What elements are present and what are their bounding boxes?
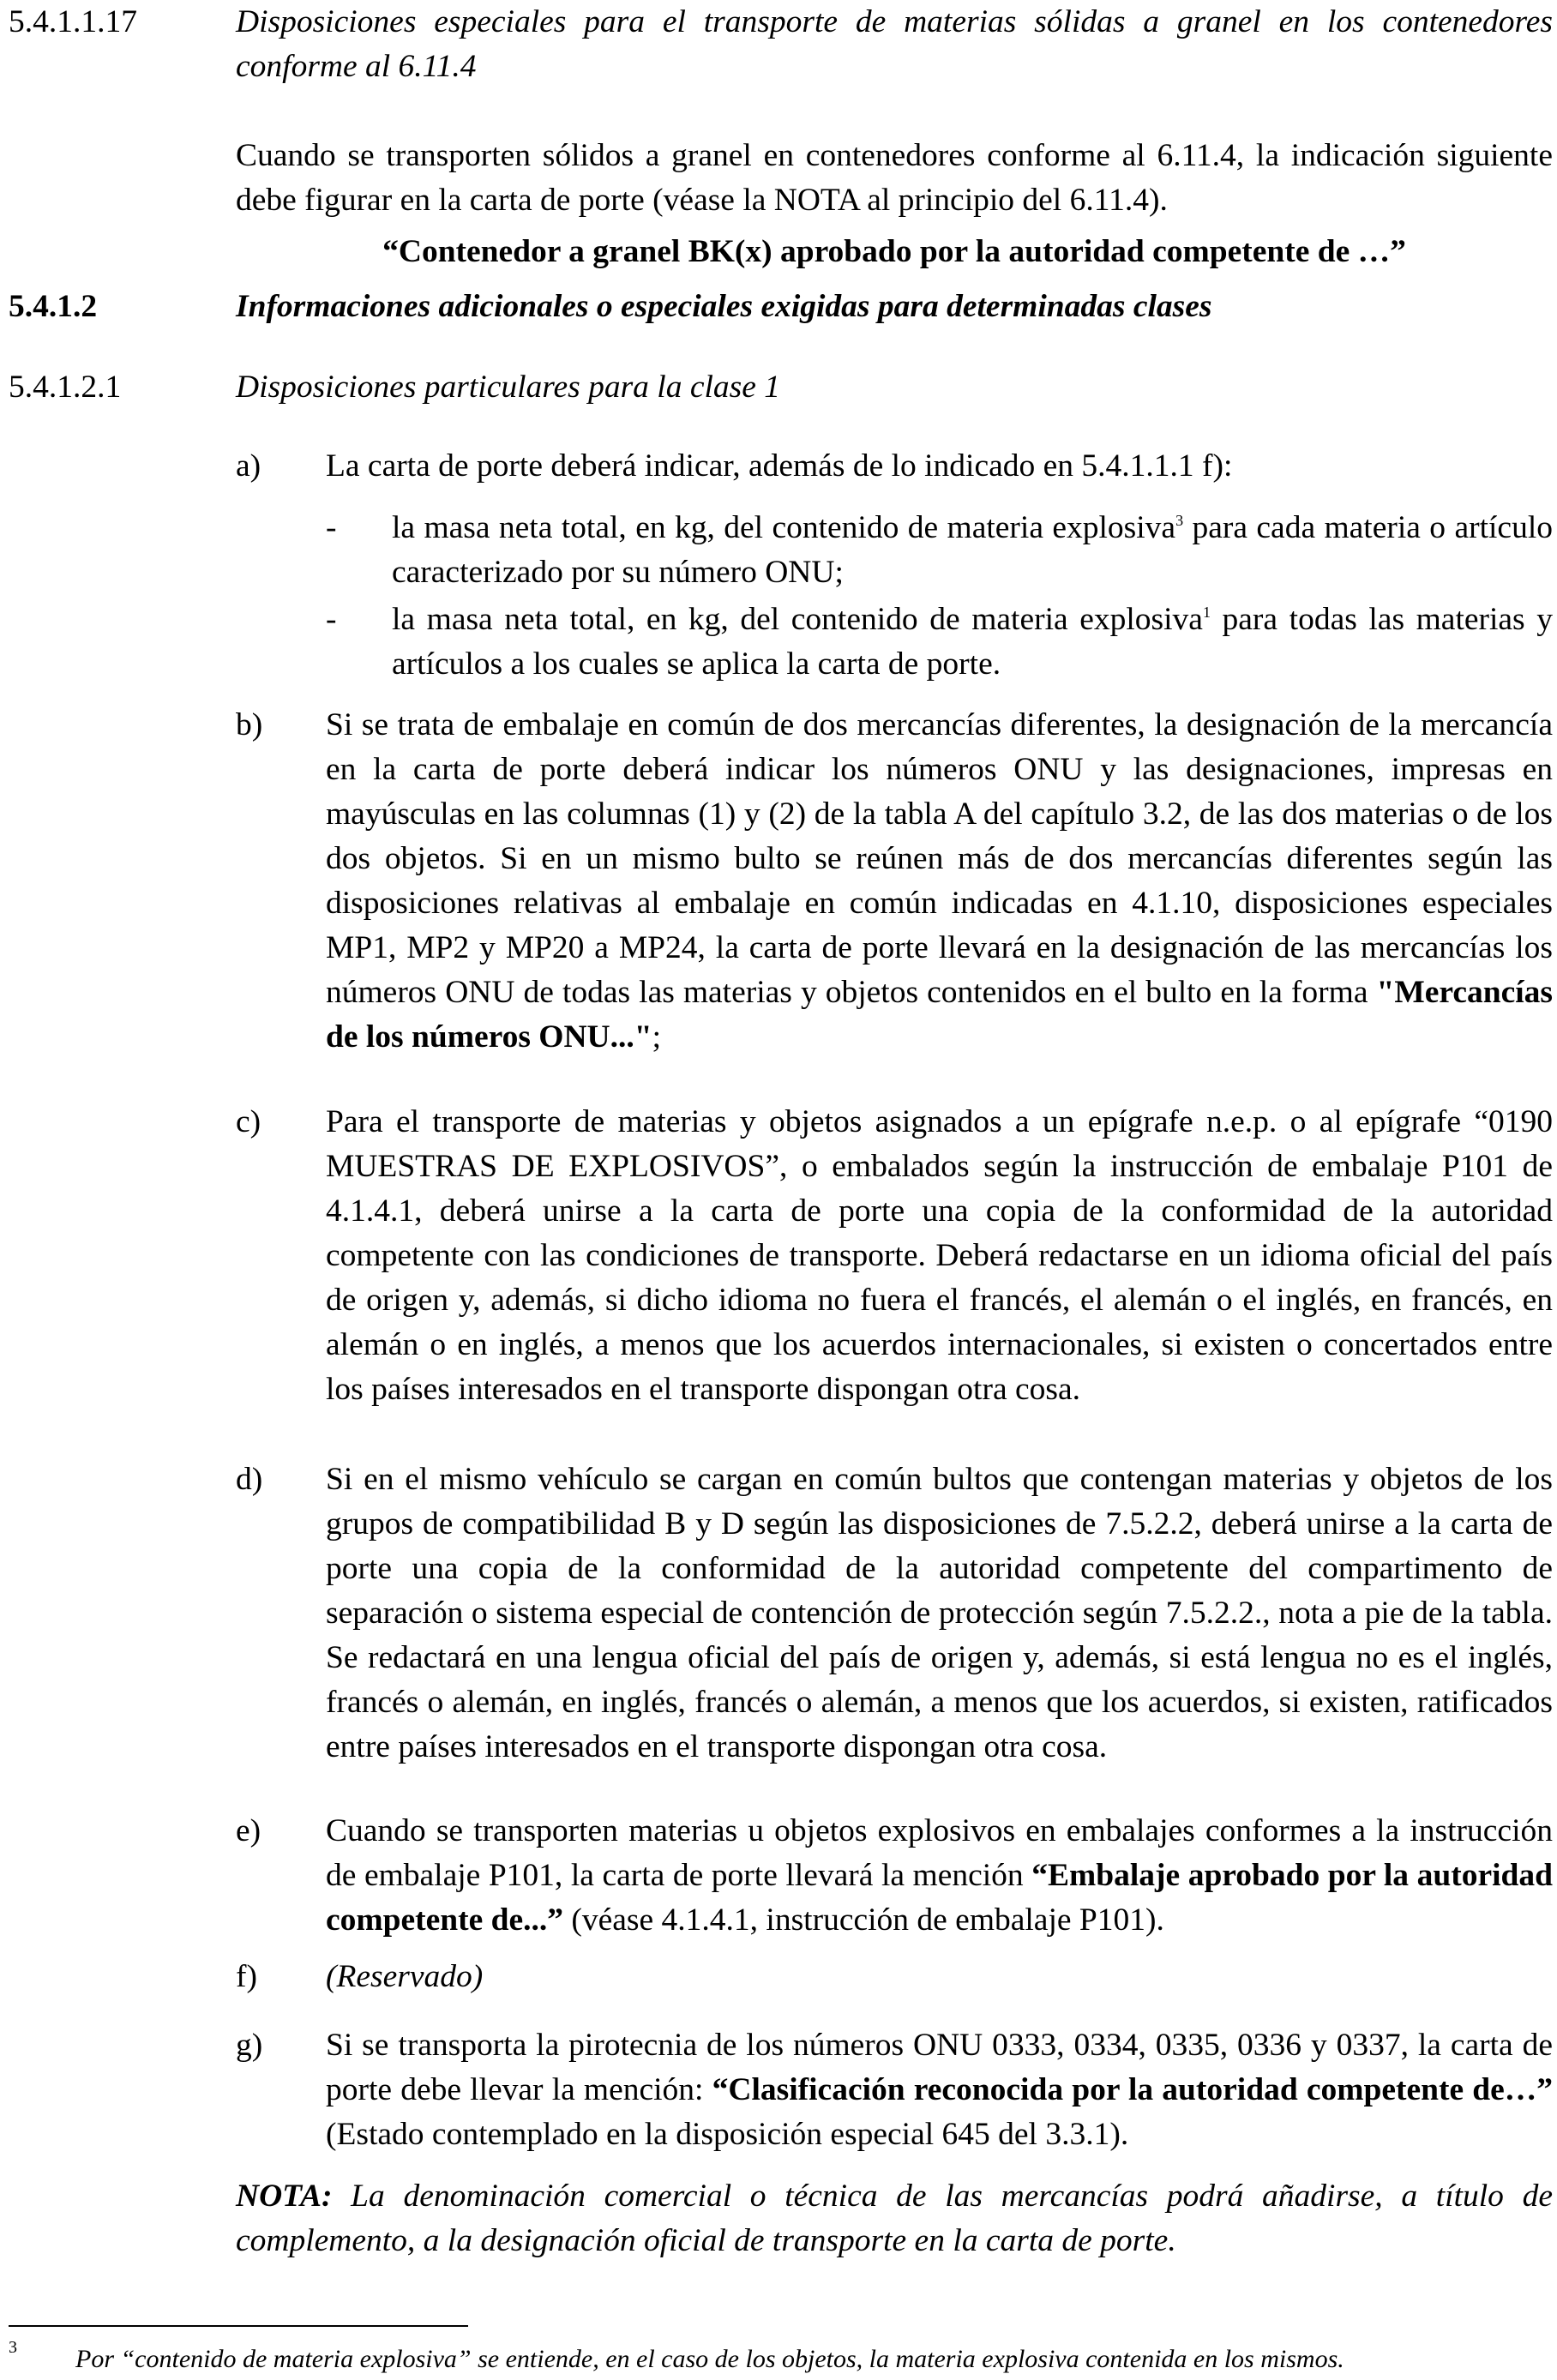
section-body bbox=[236, 0, 1553, 274]
item-letter: f) bbox=[236, 1959, 257, 1994]
footnote-ref: 3 bbox=[1175, 512, 1184, 529]
item-text: La carta de porte deberá indicar, además de lo indicado en 5.4.1.1.1 f): bbox=[326, 448, 1233, 484]
item-text: (Reservado) bbox=[326, 1959, 484, 1994]
item-text: Si se transporta la pirotecnia de los números ONU 0333, 0334, 0335, 0336 y 0337, la carta de porte debe llevar la mención: “Clasificación reconocida por la autoridad competente de…” (Estado contemplado en la disposición especial 645 del 3.3.1). bbox=[326, 2028, 1554, 2152]
item-text: Si se trata de embalaje en común de dos mercancías diferentes, la designación de la mercancía en la carta de porte deberá indicar los números ONU y las designaciones, impresas en mayúsculas en las columnas (1) y (2) de la tabla A del capítulo 3.2, de las dos materias o de los dos objetos. Si en un mismo bulto se reúnen más de dos mercancías diferentes según las disposiciones relativas al embalaje en común indicadas en 4.1.10, disposiciones especiales MP1, MP2 y MP20 a MP24, la carta de porte llevará en la designación de las mercancías los números ONU de todas las materias y objetos contenidos en el bulto en la forma "Mercancías de los números ONU..."; bbox=[326, 707, 1553, 1055]
section-number: 5.4.1.2.1 bbox=[9, 370, 122, 405]
item-text: Cuando se transporten materias u objetos explosivos en embalajes conformes a la instrucción de embalaje P101, la carta de porte llevará la mención “Embalaje aprobado por la autoridad competente de...” (véase 4.1.4.1, instrucción de embalaje P101). bbox=[326, 1813, 1553, 1938]
quoted-mention: “Contenedor a granel BK(x) aprobado por la autoridad competente de …” bbox=[382, 234, 1406, 269]
section-title: Disposiciones particulares para la clase 1 bbox=[236, 370, 781, 405]
item-letter: c) bbox=[236, 1104, 262, 1139]
note-label: NOTA: bbox=[236, 2179, 333, 2214]
footnote-separator bbox=[9, 2325, 468, 2327]
item-letter: b) bbox=[236, 707, 263, 742]
item-letter: a) bbox=[236, 448, 262, 484]
section-title: Informaciones adicionales o especiales exigidas para determinadas clases bbox=[236, 289, 1212, 324]
bold-mention: "Mercancías de los números ONU..." bbox=[326, 975, 1553, 1055]
footnote-ref: 1 bbox=[1202, 604, 1211, 621]
dash-bullet: - bbox=[326, 602, 337, 637]
section-number: 5.4.1.2 bbox=[9, 289, 98, 324]
section-number: 5.4.1.1.17 bbox=[9, 4, 137, 39]
bold-mention: “Embalaje aprobado por la autoridad competente de...” bbox=[326, 1858, 1553, 1938]
item-letter: d) bbox=[236, 1462, 263, 1497]
paragraph: Cuando se transporten sólidos a granel en contenedores conforme al 6.11.4, la indicación siguiente debe figurar en la carta de porte (véase la NOTA al principio del 6.11.4). bbox=[236, 138, 1553, 218]
item-text: Para el transporte de materias y objetos asignados a un epígrafe n.e.p. o al epígrafe “0190 MUESTRAS DE EXPLOSIVOS”, o embalados según la instrucción de embalaje P101 de 4.1.4.1, deberá unirse a la carta de porte una copia de la conformidad de la autoridad competente con las condiciones de transporte. Deberá redactarse en un idioma oficial del país de origen y, además, si dicho idioma no fuera el francés, el alemán o el inglés, en francés, en alemán o en inglés, a menos que los acuerdos internacionales, si existen o concertados entre los países interesados en el transporte dispongan otra cosa. bbox=[326, 1104, 1553, 1407]
sub-item-text: la masa neta total, en kg, del contenido de materia explosiva$^1$ para todas las materias y artículos a los cuales se aplica la carta de porte. bbox=[392, 602, 1553, 682]
footnote-number: 3 bbox=[9, 2338, 17, 2357]
bold-mention: “Clasificación reconocida por la autoridad competente de…” bbox=[712, 2072, 1554, 2107]
dash-bullet: - bbox=[326, 510, 337, 545]
item-letter: e) bbox=[236, 1813, 262, 1848]
item-letter: g) bbox=[236, 2028, 263, 2063]
footnote-text: Por “contenido de materia explosiva” se entiende, en el caso de los objetos, la materia explosiva contenida en los mismos. bbox=[75, 2345, 1344, 2373]
section-title: Disposiciones especiales para el transporte de materias sólidas a granel en los contenedores conforme al 6.11.4 bbox=[236, 4, 1553, 84]
item-text: Si en el mismo vehículo se cargan en común bultos que contengan materias y objetos de los grupos de compatibilidad B y D según las disposiciones de 7.5.2.2, deberá unirse a la carta de porte una copia de la conformidad de la autoridad competente del compartimento de separación o sistema especial de contención de protección según 7.5.2.2., nota a pie de la tabla. Se redactará en una lengua oficial del país de origen y, además, si está lengua no es el inglés, francés o alemán, en inglés, francés o alemán, a menos que los acuerdos, si existen, ratificados entre países interesados en el transporte dispongan otra cosa. bbox=[326, 1462, 1553, 1764]
sub-item-text: la masa neta total, en kg, del contenido de materia explosiva$^3$ para cada materia o artículo caracterizado por su número ONU; bbox=[392, 510, 1553, 590]
note-text: NOTA: La denominación comercial o técnica de las mercancías podrá añadirse, a título de complemento, a la designación oficial de transporte en la carta de porte. bbox=[236, 2179, 1553, 2258]
